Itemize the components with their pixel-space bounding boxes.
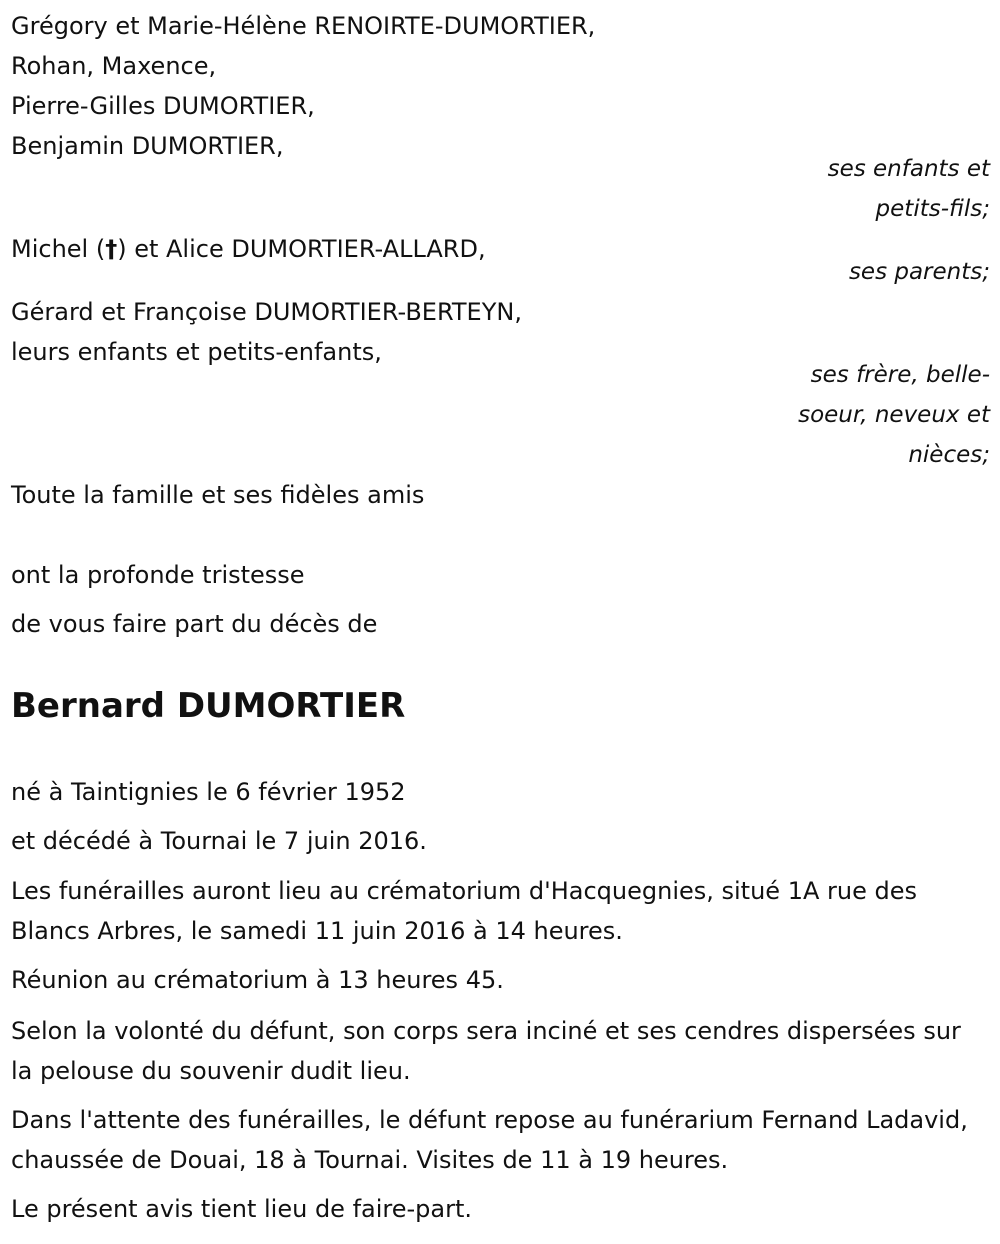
parents-name-end: ) et Alice DUMORTIER-ALLARD, xyxy=(117,235,486,263)
wishes-info: Selon la volonté du défunt, son corps sera inciné et ses cendres dispersées sur la pelouse du souvenir dudit lieu. xyxy=(11,1017,961,1085)
relation-parents: ses parents; xyxy=(848,259,990,285)
sibling-line-2: leurs enfants et petits-enfants, xyxy=(11,338,382,366)
family-line-2: Rohan, Maxence, xyxy=(11,52,217,80)
death-info: et décédé à Tournai le 7 juin 2016. xyxy=(11,827,427,855)
sibling-line-1: Gérard et Françoise DUMORTIER-BERTEYN, xyxy=(11,298,522,326)
notice-info: Le présent avis tient lieu de faire-part. xyxy=(11,1195,473,1223)
meeting-info: Réunion au crématorium à 13 heures 45. xyxy=(11,966,504,994)
funeral-info: Les funérailles auront lieu au crématorium d'Hacquegnies, situé 1A rue des Blancs Arbres, le samedi 11 juin 2016 à 14 heures. xyxy=(11,877,917,945)
rest-info: Dans l'attente des funérailles, le défunt repose au funérarium Fernand Ladavid, chaussée de Douai, 18 à Tournai. Visites de 11 à 19 heures. xyxy=(11,1106,968,1174)
parents-line xyxy=(11,229,486,269)
family-line-4: Benjamin DUMORTIER, xyxy=(11,132,284,160)
family-line-1: Grégory et Marie-Hélène RENOIRTE-DUMORTIER, xyxy=(11,12,596,40)
relation-siblings-3: nièces; xyxy=(908,442,990,468)
relation-children-1: ses enfants et xyxy=(827,156,990,182)
announcement-line-1: ont la profonde tristesse xyxy=(11,561,305,589)
parents-name-start: Michel ( xyxy=(11,235,106,263)
birth-info: né à Taintignies le 6 février 1952 xyxy=(11,778,406,806)
family-friends-line: Toute la famille et ses fidèles amis xyxy=(11,481,425,509)
deceased-name: Bernard DUMORTIER xyxy=(11,686,406,726)
announcement-line-2: de vous faire part du décès de xyxy=(11,610,378,638)
relation-siblings-1: ses frère, belle- xyxy=(810,362,990,388)
cross-icon: † xyxy=(105,235,118,263)
family-line-3: Pierre-Gilles DUMORTIER, xyxy=(11,92,315,120)
relation-children-2: petits-fils; xyxy=(875,196,990,222)
relation-siblings-2: soeur, neveux et xyxy=(798,402,990,428)
